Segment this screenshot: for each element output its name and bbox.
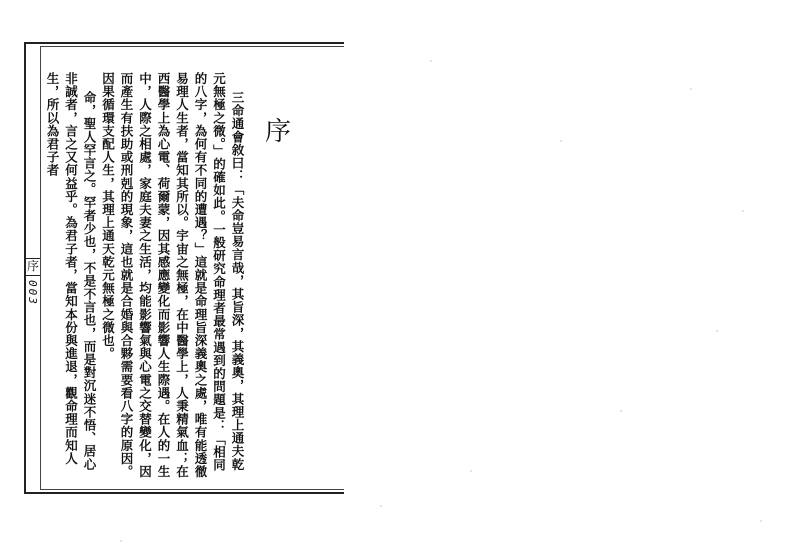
- scan-speck: [560, 140, 562, 142]
- scan-speck: [742, 210, 744, 212]
- scan-speck: [760, 520, 762, 522]
- page-number: 003: [26, 280, 39, 306]
- scan-speck: [470, 470, 472, 472]
- scan-speck: [690, 88, 692, 90]
- scan-speck: [380, 505, 382, 507]
- scan-speck: [716, 330, 718, 332]
- scan-speck: [620, 410, 622, 412]
- paragraph-1: 三命通會敘曰：「夫命豈易言哉，其旨深，其義奧，其理上通夫乾元無極之微。」的確如此。一般研究命理者最常遇到的問題是：「相同的八字，為何有不同的遭遇？」這就是命理旨深義奧之處，唯有能透徹易理人生者，當知其所以。宇宙之無極，在中醫學上，人秉精氣血；在西醫學上為心電、荷爾蒙，因其感應變化而影響人生際遇。在人的一生中，人際之相處，家庭夫妻之生活，均能影響氣與心電之交替變化，因而產生有扶助或刑剋的現象，這也就是合婚與合夥需要看八字的原因。因果循環支配人生，其理上通天乾元無極之微也。: [100, 72, 245, 479]
- margin-section-label: 序: [26, 259, 39, 273]
- scan-speck: [120, 540, 122, 542]
- paragraph-2: 命，聖人罕言之。罕者少也，不是不言也，而是對沉迷不悟、居心非誠者，言之又何益乎。為君子者，當知本份與進退，觀命理而知人生，所以為君子者: [45, 72, 97, 471]
- preface-body: [45, 72, 246, 482]
- margin-divider-bottom: [24, 275, 40, 276]
- scan-speck: [430, 60, 432, 62]
- page-title: 序: [265, 117, 292, 147]
